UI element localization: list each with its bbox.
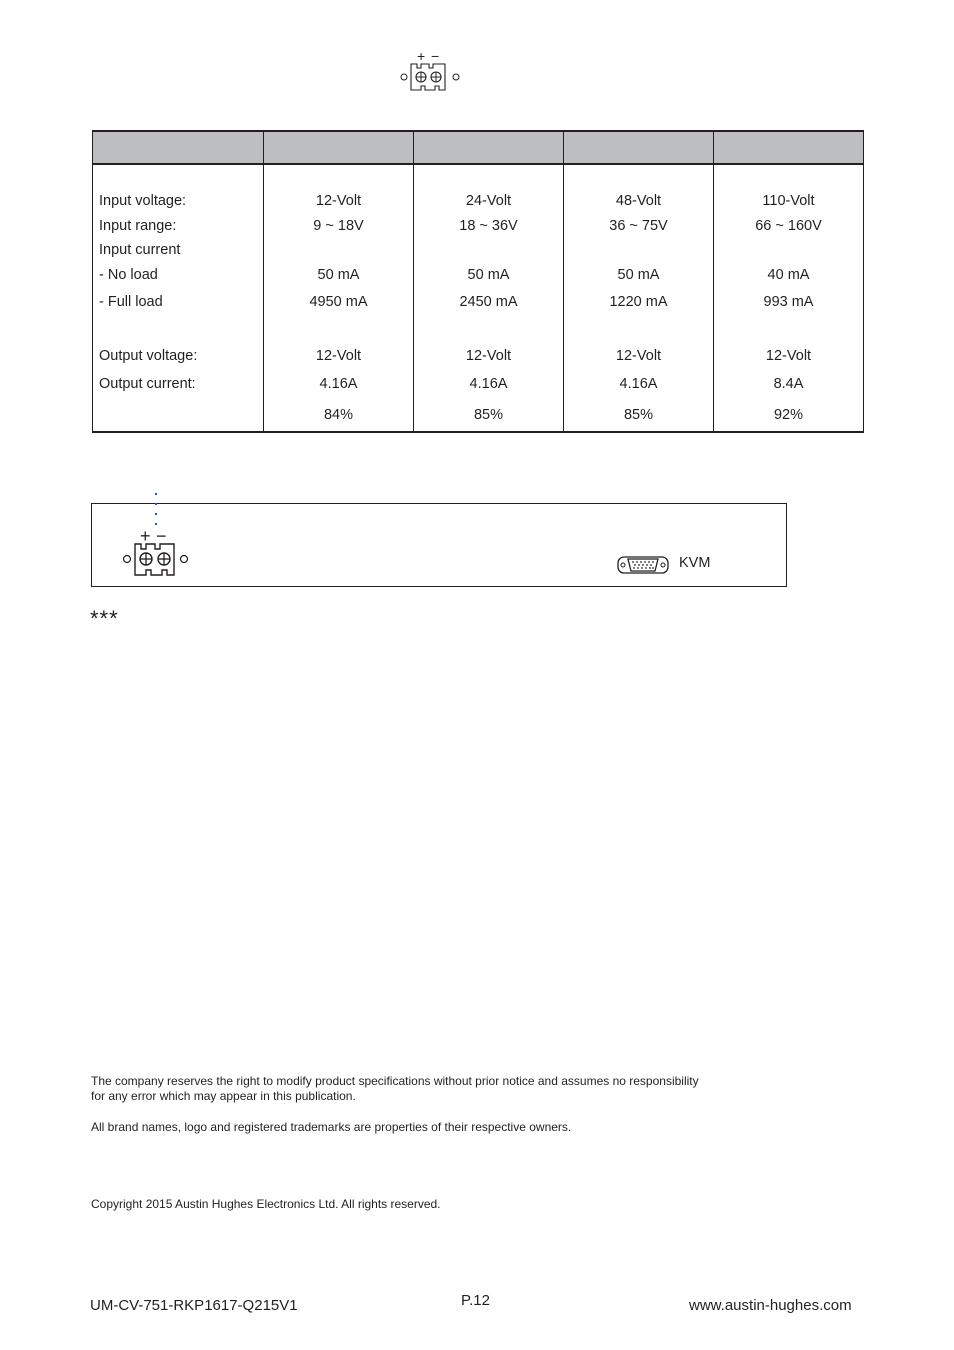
row-label: - Full load [93, 287, 264, 317]
cell-value: 40 mA [714, 262, 864, 287]
table-row [93, 342, 864, 370]
power-spec-table [92, 130, 864, 433]
table-row [93, 317, 864, 342]
cell-value: 12-Volt [714, 342, 864, 370]
cell-value [264, 164, 414, 188]
cell-value [264, 317, 414, 342]
row-label [93, 398, 264, 432]
row-label: Input current [93, 238, 264, 262]
cell-value [564, 238, 714, 262]
terminal-minus-sign: − [156, 528, 167, 546]
row-label: - No load [93, 262, 264, 287]
cell-value: 24-Volt [414, 188, 564, 213]
row-label: Input voltage: [93, 188, 264, 213]
table-header-cell [264, 131, 414, 164]
vga-port-icon [617, 554, 669, 576]
cell-value: 4.16A [264, 370, 414, 398]
cell-value: 92% [714, 398, 864, 432]
cell-value [264, 238, 414, 262]
table-row [93, 164, 864, 188]
kvm-port-label: KVM [679, 555, 711, 571]
cell-value: 110-Volt [714, 188, 864, 213]
cell-value [714, 238, 864, 262]
cell-value: 12-Volt [264, 188, 414, 213]
table-row [93, 398, 864, 432]
table-header-cell [564, 131, 714, 164]
table-row [93, 238, 864, 262]
terminal-minus-sign: − [431, 50, 440, 64]
cell-value: 1220 mA [564, 287, 714, 317]
cell-value: 8.4A [714, 370, 864, 398]
table-row [93, 188, 864, 213]
cell-value: 85% [414, 398, 564, 432]
cell-value: 2450 mA [414, 287, 564, 317]
row-label: Output voltage: [93, 342, 264, 370]
cell-value: 4.16A [414, 370, 564, 398]
footer-website-link[interactable]: www.austin-hughes.com [689, 1297, 852, 1314]
cell-value: 9 ~ 18V [264, 213, 414, 238]
cell-value [564, 164, 714, 188]
cell-value [414, 317, 564, 342]
section-separator: *** [90, 606, 119, 631]
table-header-row [93, 131, 864, 164]
cell-value: 18 ~ 36V [414, 213, 564, 238]
cell-value: 12-Volt [264, 342, 414, 370]
footer-page-number: P.12 [461, 1292, 490, 1309]
cell-value [564, 317, 714, 342]
table-header-cell [93, 131, 264, 164]
cell-value: 12-Volt [414, 342, 564, 370]
cell-value: 50 mA [264, 262, 414, 287]
rear-panel-diagram [91, 503, 787, 587]
cell-value: 84% [264, 398, 414, 432]
table-row [93, 287, 864, 317]
power-terminal-icon [120, 528, 192, 578]
cell-value: 36 ~ 75V [564, 213, 714, 238]
cell-value [714, 317, 864, 342]
disclaimer-line: The company reserves the right to modify product specifications without prior notice and assumes no responsibility [91, 1074, 699, 1088]
cell-value [414, 238, 564, 262]
table-row [93, 262, 864, 287]
row-label: Output current: [93, 370, 264, 398]
footer-doc-id: UM-CV-751-RKP1617-Q215V1 [90, 1297, 298, 1314]
row-label: Input range: [93, 213, 264, 238]
table-header-cell [714, 131, 864, 164]
row-label [93, 317, 264, 342]
cell-value: 50 mA [414, 262, 564, 287]
cell-value: 85% [564, 398, 714, 432]
table-header-cell [414, 131, 564, 164]
table-row [93, 213, 864, 238]
cell-value [414, 164, 564, 188]
cell-value: 48-Volt [564, 188, 714, 213]
terminal-block-icon [398, 50, 462, 96]
cell-value: 50 mA [564, 262, 714, 287]
row-label [93, 164, 264, 188]
terminal-plus-sign: + [140, 528, 151, 546]
cell-value: 993 mA [714, 287, 864, 317]
cell-value: 12-Volt [564, 342, 714, 370]
trademark-note: All brand names, logo and registered trademarks are properties of their respective owners. [91, 1120, 572, 1134]
terminal-plus-sign: + [417, 50, 426, 64]
copyright-note: Copyright 2015 Austin Hughes Electronics Ltd. All rights reserved. [91, 1197, 441, 1211]
cell-value: 4.16A [564, 370, 714, 398]
cell-value: 66 ~ 160V [714, 213, 864, 238]
table-row [93, 370, 864, 398]
cell-value: 4950 mA [264, 287, 414, 317]
connection-dots [150, 490, 162, 530]
disclaimer-line: for any error which may appear in this publication. [91, 1089, 356, 1103]
disclaimer-note [91, 1074, 771, 1104]
cell-value [714, 164, 864, 188]
